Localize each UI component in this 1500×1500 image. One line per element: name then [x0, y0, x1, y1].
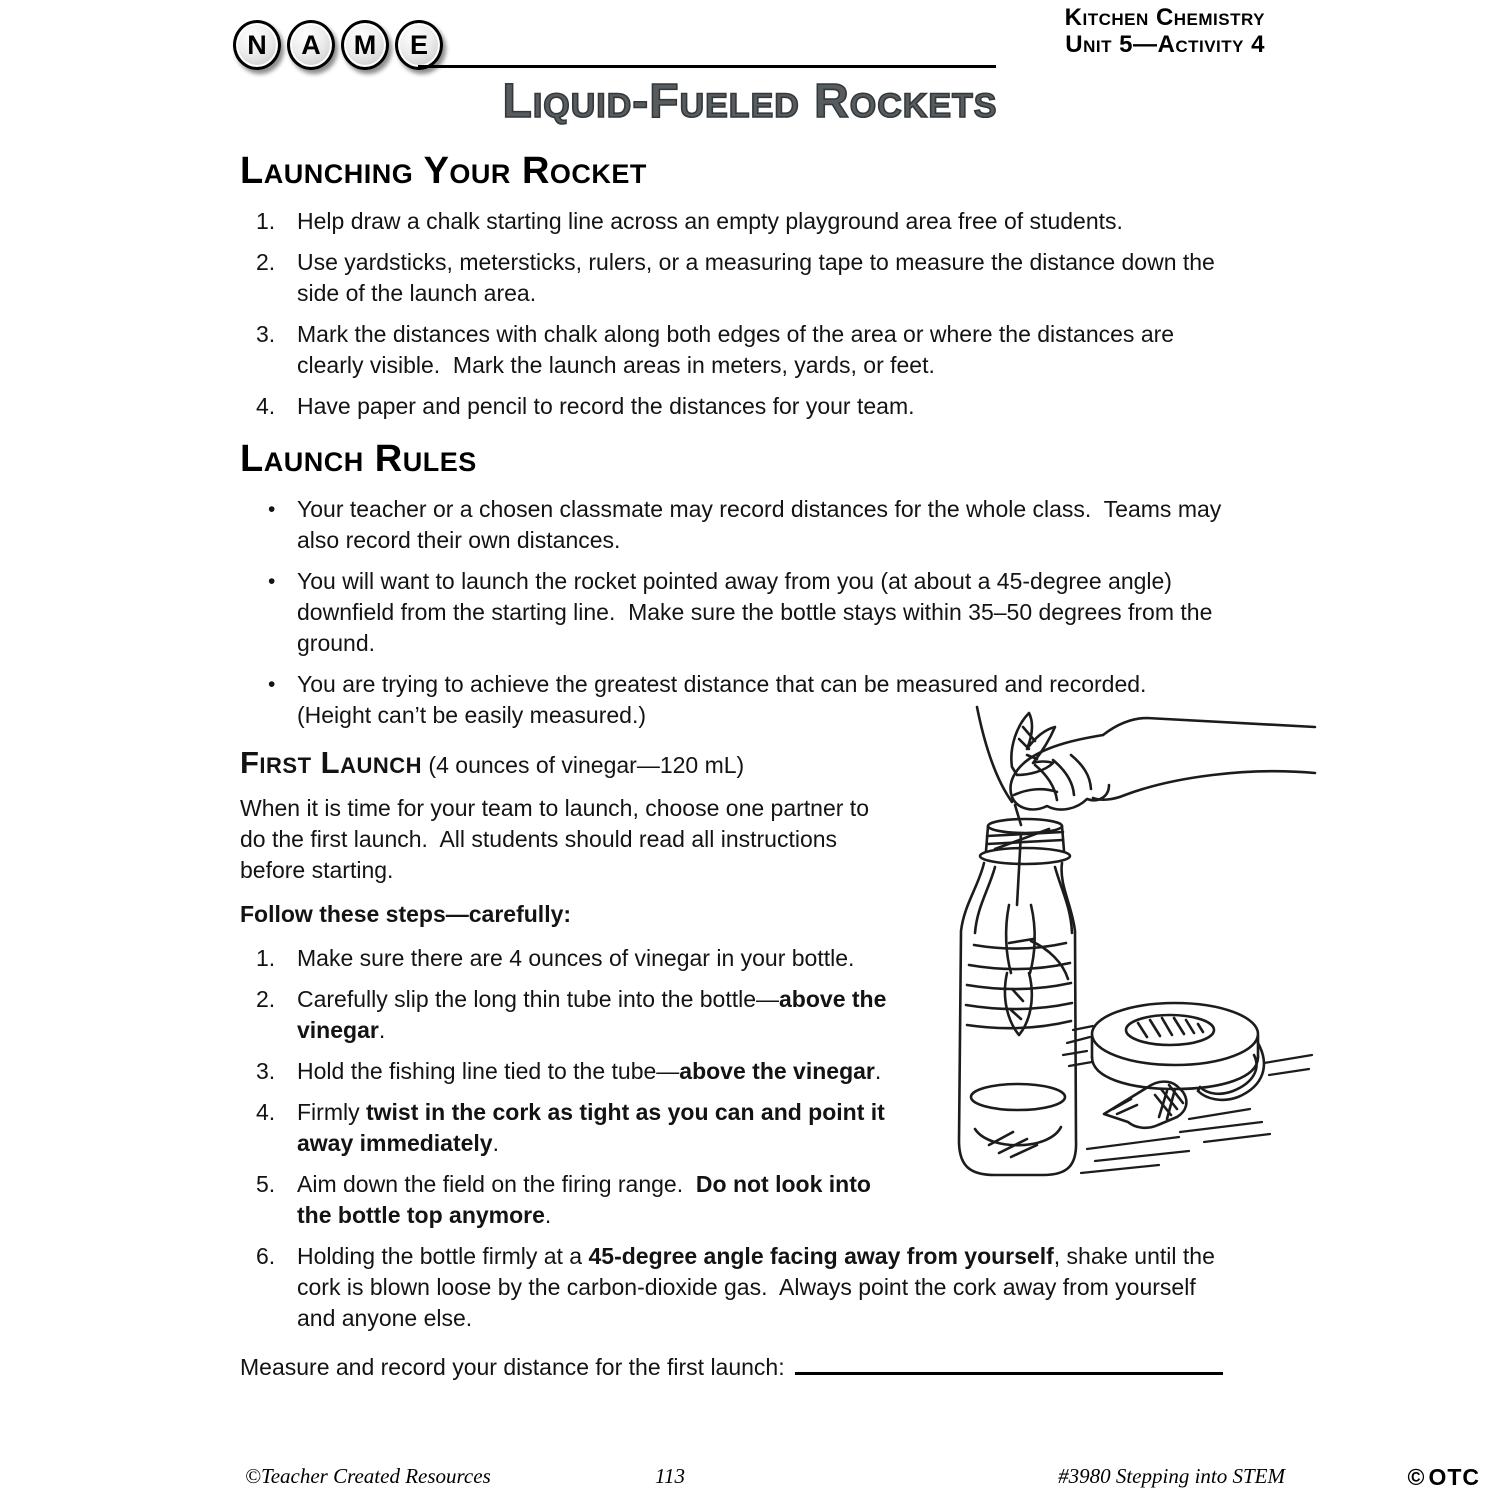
- item-number: 2.: [256, 249, 276, 275]
- step-text-bold: above the vinegar: [679, 1058, 875, 1084]
- item-number: 3.: [256, 321, 276, 347]
- step-text: .: [492, 1130, 499, 1156]
- item-text: Your teacher or a chosen classmate may record distances for the whole class. Teams may also record their own distances.: [297, 496, 1228, 553]
- name-blank-line[interactable]: [418, 33, 996, 68]
- name-letter-circle: M: [341, 20, 389, 70]
- name-letter-circle: E: [395, 20, 443, 70]
- bullet-icon: •: [268, 673, 276, 696]
- step-text: .: [378, 1017, 386, 1043]
- name-letter-circle: A: [287, 20, 335, 70]
- copyright-icon: ©: [1407, 1464, 1426, 1490]
- measure-label: Measure and record your distance for the first launch:: [240, 1354, 785, 1380]
- otc-logo-text: OTC: [1428, 1464, 1480, 1490]
- list-item: [240, 669, 1232, 731]
- step-text: Holding the bottle firmly at a: [297, 1243, 589, 1269]
- name-letter-circle: N: [233, 20, 281, 70]
- first-launch-note: (4 ounces of vinegar—120 mL): [422, 752, 745, 778]
- unit-activity: Unit 5—Activity 4: [1065, 31, 1265, 58]
- item-text: Mark the distances with chalk along both edges of the area or where the distances are clearly visible. Mark the launch areas in meters, yards, or feet.: [297, 321, 1181, 378]
- steps-list: [240, 943, 1232, 1334]
- step-text-bold: 45-degree angle facing away from yourself: [588, 1243, 1054, 1269]
- item-text: Help draw a chalk starting line across an empty playground area free of students.: [297, 208, 1123, 234]
- step-item: [240, 943, 1232, 974]
- step-item: [240, 984, 1232, 1046]
- step-item: [240, 1056, 1232, 1087]
- bullet-icon: •: [268, 498, 276, 521]
- step-text: Carefully slip the long thin tube into the bottle—: [297, 986, 780, 1012]
- item-number: 4.: [256, 1099, 276, 1125]
- first-launch-section: [240, 747, 1232, 1383]
- step-text-bold: twist in the cork as tight as you can and point it away immediately: [297, 1099, 892, 1156]
- step-item: [240, 1169, 1232, 1231]
- worksheet-body: [240, 148, 1232, 1383]
- item-number: 2.: [256, 986, 276, 1012]
- step-text: Firmly: [297, 1099, 366, 1125]
- step-text-bold: Do not look into the bottle top anymore: [297, 1171, 878, 1228]
- item-number: 5.: [256, 1171, 276, 1197]
- step-text: , shake until the cork is blown loose by the carbon-dioxide gas. Always point the cork away from yourself and anyone else.: [297, 1243, 1222, 1331]
- measure-record-row: [240, 1348, 1232, 1383]
- page-footer: [0, 1464, 1500, 1494]
- rules-list: [240, 494, 1232, 731]
- steps-label: Follow these steps—carefully:: [240, 901, 572, 927]
- step-text: Make sure there are 4 ounces of vinegar in your bottle.: [297, 945, 855, 971]
- item-number: 4.: [256, 393, 276, 419]
- first-launch-intro: When it is time for your team to launch, choose one partner to do the first launch. All students should read all instructions before starting.: [240, 795, 876, 883]
- name-label: [233, 20, 443, 70]
- list-item: [240, 391, 1232, 422]
- list-item: [240, 247, 1232, 309]
- item-text: Have paper and pencil to record the distances for your team.: [297, 393, 915, 419]
- list-item: [240, 566, 1232, 659]
- item-number: 1.: [256, 945, 276, 971]
- course-title: Kitchen Chemistry: [1064, 4, 1265, 31]
- distance-blank-line[interactable]: [795, 1348, 1223, 1375]
- item-number: 1.: [256, 208, 276, 234]
- item-text: Use yardsticks, metersticks, rulers, or a measuring tape to measure the distance down the side of the launch area.: [297, 249, 1222, 306]
- footer-book-title: #3980 Stepping into STEM: [1058, 1464, 1285, 1488]
- step-text: Hold the fishing line tied to the tube—: [297, 1058, 680, 1084]
- list-item: [240, 319, 1232, 381]
- hand-arm-drawing: [1011, 718, 1315, 810]
- footer-page-number: 113: [655, 1464, 685, 1488]
- launching-list: [240, 206, 1232, 422]
- first-launch-title: First Launch: [240, 745, 423, 780]
- item-number: 6.: [256, 1243, 276, 1269]
- bullet-icon: •: [268, 570, 276, 593]
- list-item: [240, 494, 1232, 556]
- step-text: .: [874, 1058, 882, 1084]
- step-text: Aim down the field on the firing range.: [297, 1171, 696, 1197]
- step-text-bold: above the vinegar: [297, 986, 893, 1043]
- list-item: [240, 206, 1232, 237]
- step-text: .: [544, 1202, 552, 1228]
- item-text: You will want to launch the rocket pointed away from you (at about a 45-degree angle) downfield from the starting line. Make sure the bottle stays within 35–50 degrees from the ground.: [297, 568, 1219, 656]
- page-title: Liquid-Fueled Rockets: [502, 75, 998, 128]
- step-item: [240, 1097, 1232, 1159]
- worksheet-header: [1065, 4, 1265, 58]
- item-text: You are trying to achieve the greatest distance that can be measured and recorded. (Height can’t be easily measured.): [297, 671, 1160, 728]
- step-item: [240, 1241, 1232, 1334]
- footer-publisher: ©Teacher Created Resources: [245, 1464, 491, 1488]
- section-heading-launching: Launching Your Rocket: [240, 150, 647, 192]
- item-number: 3.: [256, 1058, 276, 1084]
- section-heading-rules: Launch Rules: [240, 438, 477, 480]
- otc-logo: [1407, 1464, 1480, 1491]
